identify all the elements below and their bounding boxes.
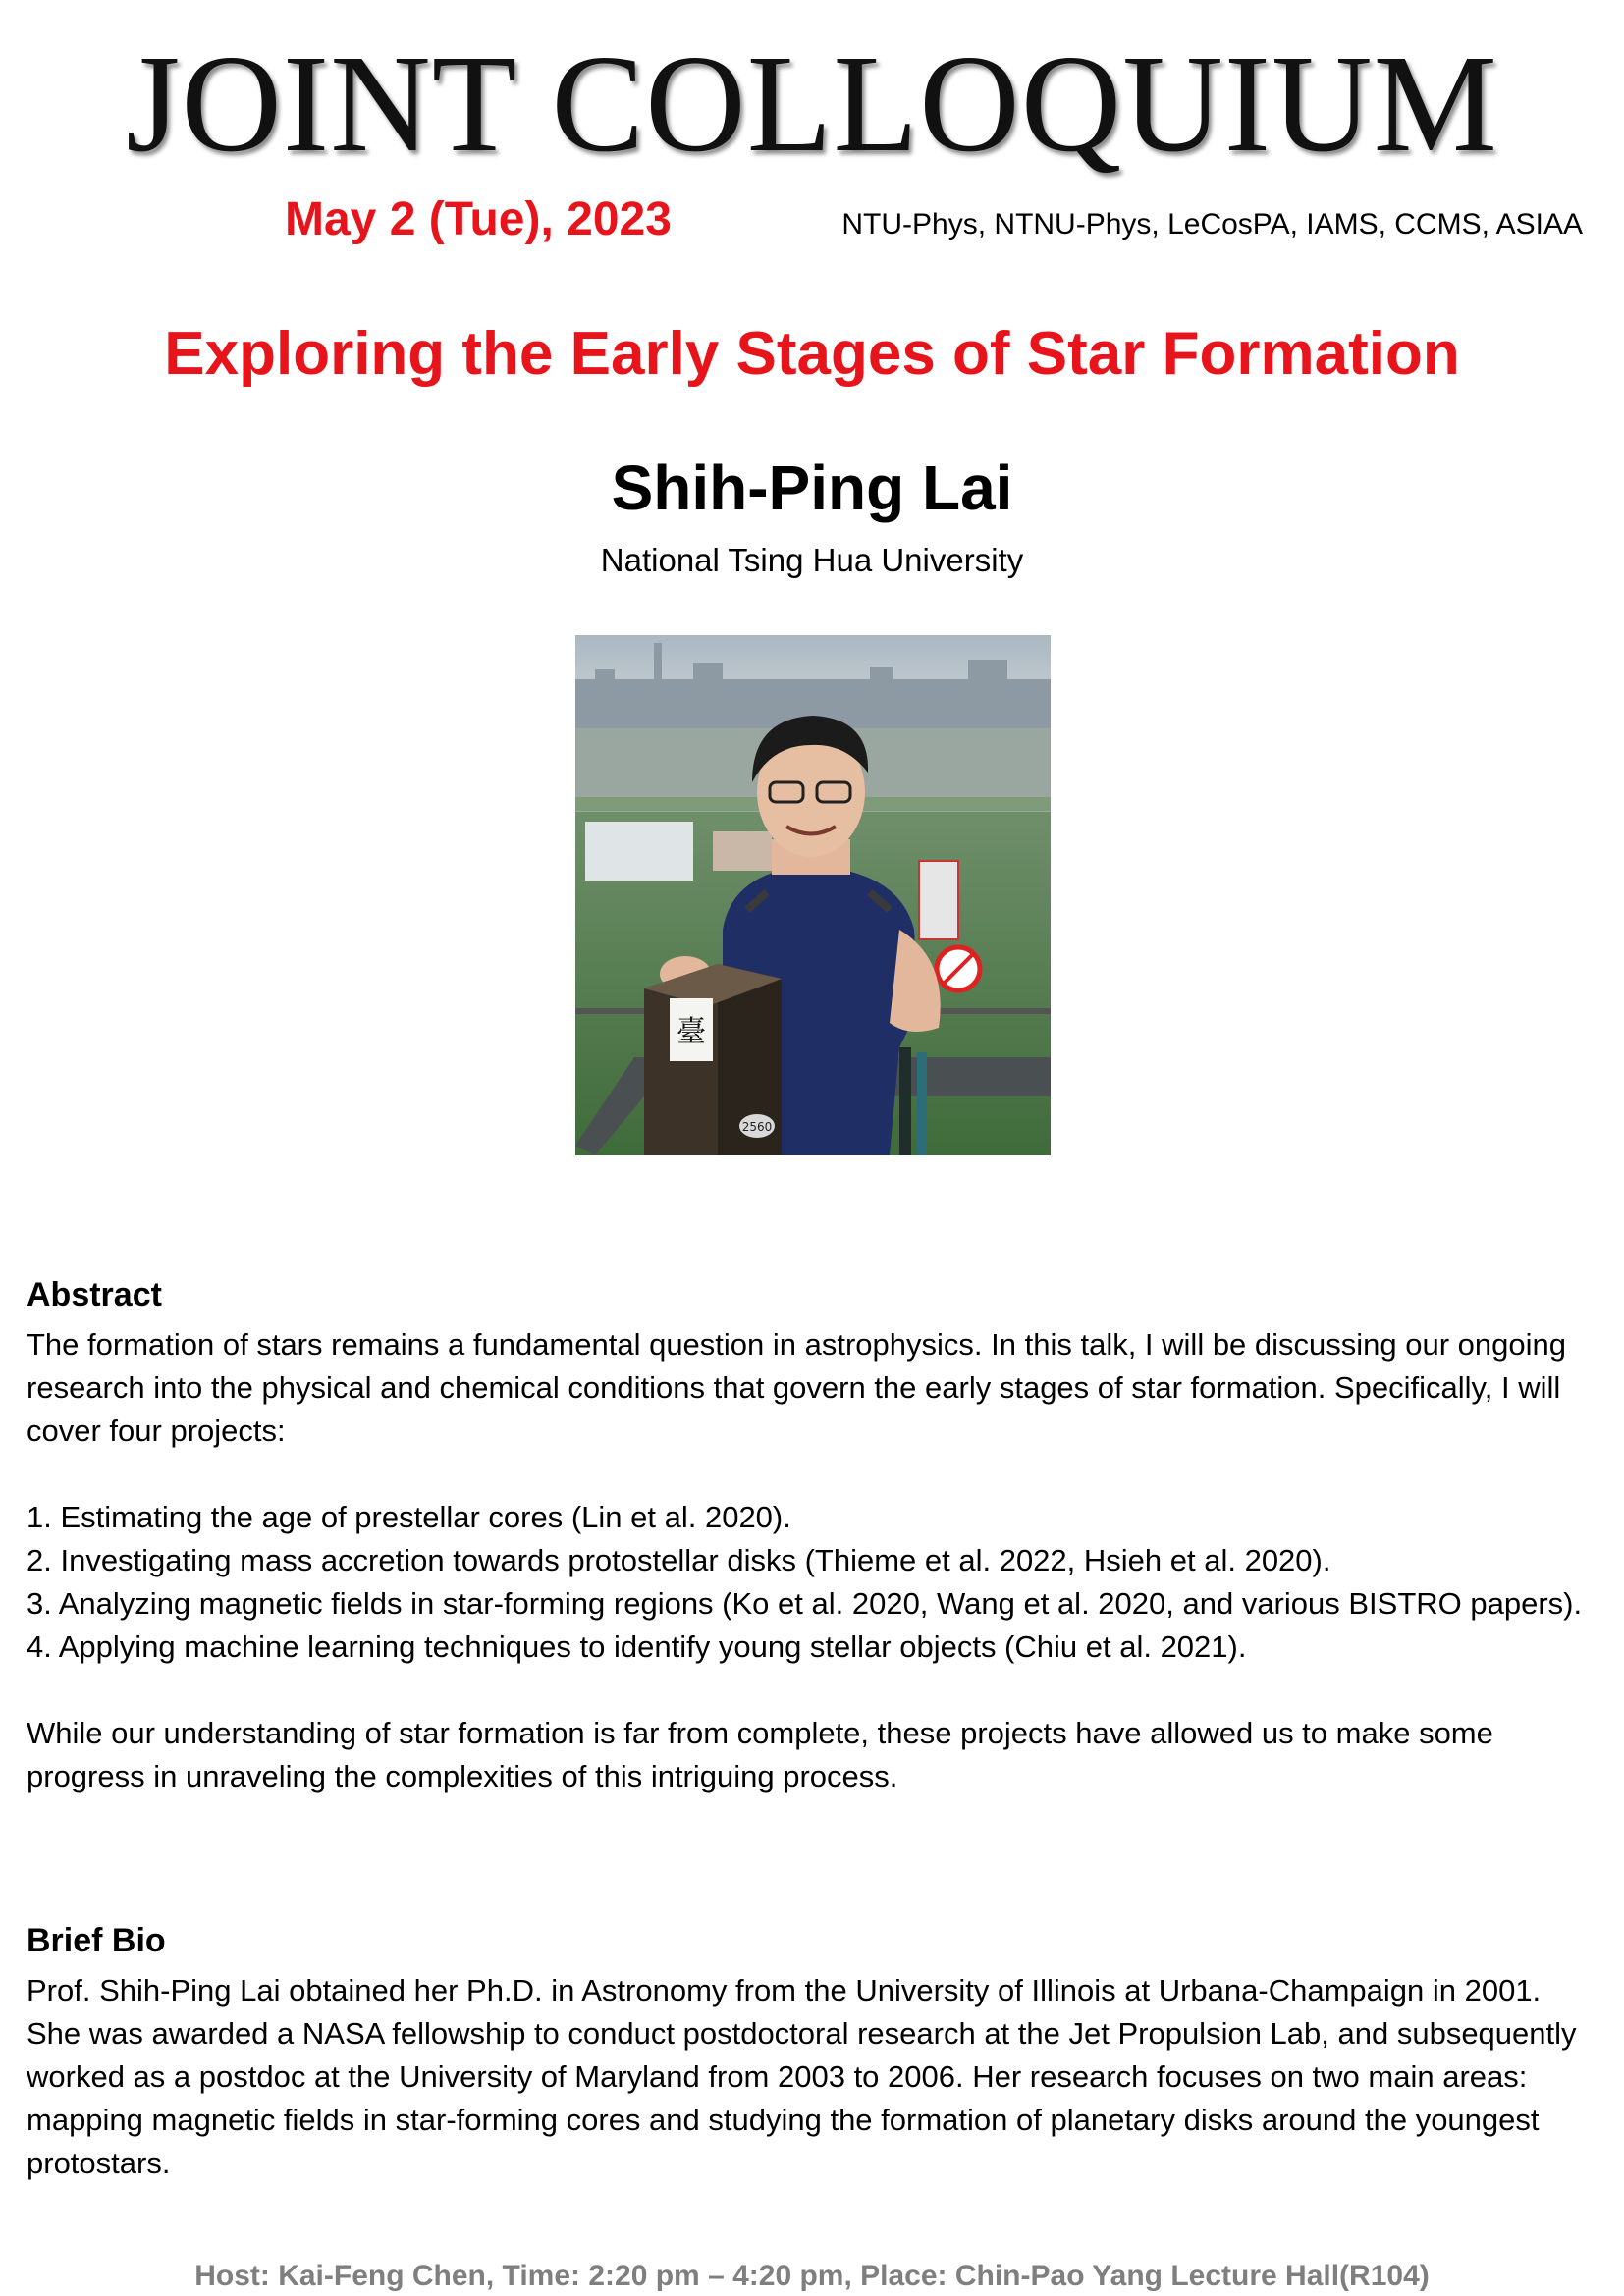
abstract-item: 1. Estimating the age of prestellar cores (Lin et al. 2020).	[27, 1500, 791, 1534]
abstract-item: 3. Analyzing magnetic fields in star-forming regions (Ko et al. 2020, Wang et al. 2020, and various BISTRO papers).	[27, 1586, 1583, 1621]
bio-heading: Brief Bio	[27, 1922, 166, 1959]
post-number-text: 2560	[741, 1120, 773, 1134]
abstract-closing: While our understanding of star formation is far from complete, these projects have allowed us to make some progress in unraveling the complexities of this intriguing process.	[27, 1716, 1493, 1793]
organizers: NTU-Phys, NTNU-Phys, LeCosPA, IAMS, CCMS, ASIAA	[841, 208, 1583, 240]
wooden-post	[644, 964, 782, 1155]
speaker-photo	[575, 635, 1051, 1155]
speaker-affiliation: National Tsing Hua University	[600, 542, 1024, 578]
abstract-item: 2. Investigating mass accretion towards protostellar disks (Thieme et al. 2022, Hsieh et al. 2020).	[27, 1543, 1331, 1577]
talk-title: Exploring the Early Stages of Star Formation	[164, 320, 1460, 388]
abstract-item: 4. Applying machine learning techniques to identify young stellar objects (Chiu et al. 2021).	[27, 1629, 1247, 1664]
speaker-name: Shih-Ping Lai	[611, 453, 1013, 523]
abstract-heading: Abstract	[27, 1276, 162, 1313]
event-logistics-footer: Host: Kai-Feng Chen, Time: 2:20 pm – 4:20 pm, Place: Chin-Pao Yang Lecture Hall(R104)	[194, 2260, 1430, 2292]
event-date: May 2 (Tue), 2023	[285, 193, 672, 245]
abstract-intro: The formation of stars remains a fundamental question in astrophysics. In this talk, I will be discussing our ongoing research into the physical and chemical conditions that govern the early stages of star formation. Specifically, I will cover four projects:	[27, 1327, 1567, 1448]
bio-text: Prof. Shih-Ping Lai obtained her Ph.D. in Astronomy from the University of Illinois at Urbana-Champaign in 2001. She was awarded a NASA fellowship to conduct postdoctoral research at the Jet Propulsion Lab, and subsequently worked as a postdoc at the University of Maryland from 2003 to 2006. Her research focuses on two main areas: mapping magnetic fields in star-forming cores and studying the formation of planetary disks around the youngest protostars.	[27, 1973, 1577, 2180]
bio-body	[27, 1969, 1597, 2185]
abstract-body	[27, 1323, 1597, 1798]
post-sign-text: 臺	[677, 1015, 706, 1049]
colloquium-title: JOINT COLLOQUIUM	[126, 26, 1498, 181]
